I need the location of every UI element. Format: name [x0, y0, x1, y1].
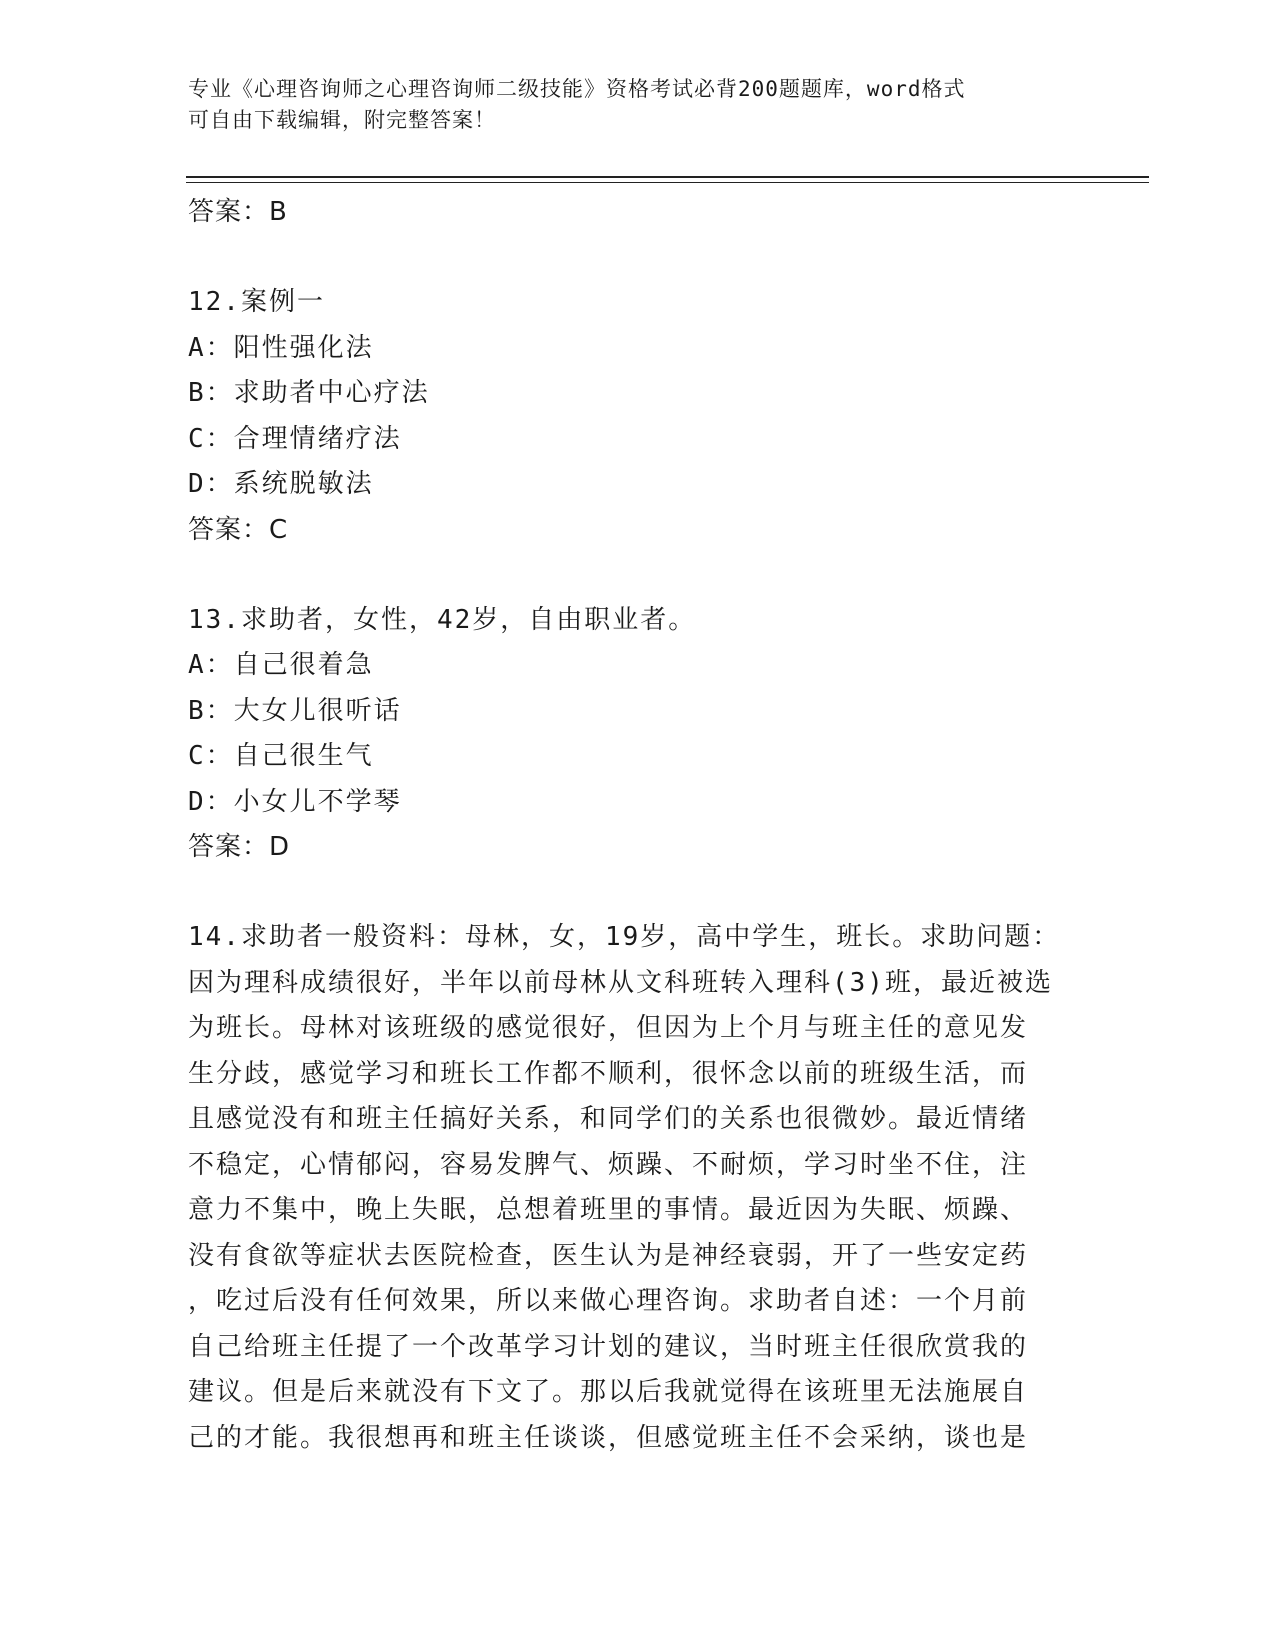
question-12-option-a: A：阳性强化法 — [188, 332, 374, 363]
header-line-1: 专业《心理咨询师之心理咨询师二级技能》资格考试必背200题题库，word格式 — [188, 77, 966, 101]
question-14-line: 自己给班主任提了一个改革学习计划的建议，当时班主任很欣赏我的 — [188, 1331, 1029, 1362]
spacer — [188, 869, 1088, 915]
document-header — [188, 74, 1068, 136]
question-14-line: 没有食欲等症状去医院检查，医生认为是神经衰弱，开了一些安定药 — [188, 1240, 1029, 1271]
question-14-line: 不稳定，心情郁闷，容易发脾气、烦躁、不耐烦，学习时坐不住，注 — [188, 1149, 1029, 1180]
question-13-option-a: A：自己很着急 — [188, 650, 374, 680]
question-14-line: 意力不集中，晚上失眠，总想着班里的事情。最近因为失眠、烦躁、 — [188, 1195, 1029, 1225]
question-14-line: 14.求助者一般资料：母林，女，19岁，高中学生，班长。求助问题： — [188, 922, 1061, 952]
question-14-line: 因为理科成绩很好，半年以前母林从文科班转入理科(3)班，最近被选 — [188, 967, 1053, 998]
header-line-2: 可自由下载编辑，附完整答案！ — [188, 108, 496, 132]
header-divider-thick — [186, 176, 1149, 178]
spacer — [188, 552, 1088, 598]
spacer — [188, 234, 1088, 280]
question-13-option-b: B：大女儿很听话 — [188, 695, 402, 726]
question-13-answer: 答案：D — [188, 832, 291, 862]
question-14 — [188, 915, 1088, 1461]
question-12-option-d: D：系统脱敏法 — [188, 469, 374, 499]
question-13-stem: 13.求助者，女性，42岁，自由职业者。 — [188, 604, 697, 635]
question-12 — [188, 280, 1088, 552]
question-12-option-c: C：合理情绪疗法 — [188, 423, 402, 454]
document-body — [188, 190, 1088, 1461]
answer-11: 答案：B — [188, 197, 288, 227]
question-14-line: 为班长。母林对该班级的感觉很好，但因为上个月与班主任的意见发 — [188, 1013, 1029, 1043]
question-14-line: 建议。但是后来就没有下文了。那以后我就觉得在该班里无法施展自 — [188, 1377, 1029, 1407]
question-14-line: 且感觉没有和班主任搞好关系，和同学们的关系也很微妙。最近情绪 — [188, 1104, 1029, 1134]
question-13 — [188, 598, 1088, 870]
question-13-option-c: C：自己很生气 — [188, 741, 374, 771]
question-12-stem: 12.案例一 — [188, 287, 325, 317]
question-14-line: 己的才能。我很想再和班主任谈谈，但感觉班主任不会采纳，谈也是 — [188, 1422, 1029, 1453]
question-14-line: 生分歧，感觉学习和班长工作都不顺利，很怀念以前的班级生活，而 — [188, 1058, 1029, 1089]
question-13-option-d: D：小女儿不学琴 — [188, 786, 402, 817]
question-14-line: ，吃过后没有任何效果，所以来做心理咨询。求助者自述：一个月前 — [188, 1286, 1029, 1316]
header-divider-thin — [186, 182, 1149, 183]
question-12-answer: 答案：C — [188, 514, 289, 545]
question-12-option-b: B：求助者中心疗法 — [188, 378, 430, 408]
